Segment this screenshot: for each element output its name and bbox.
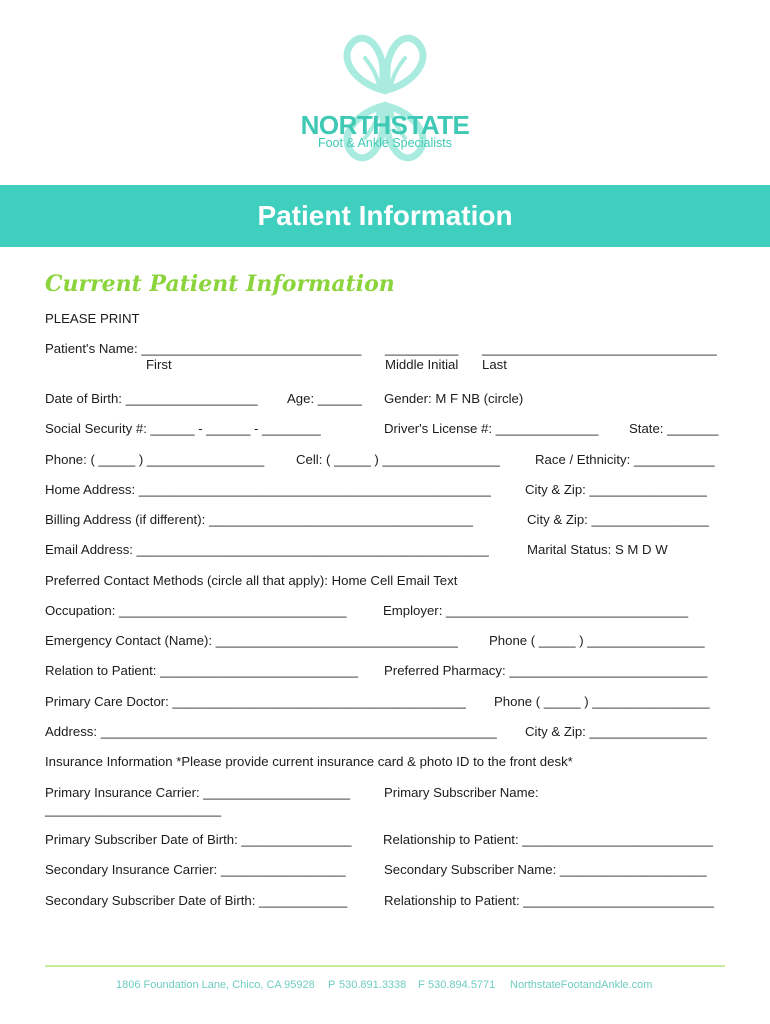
secondary-carrier-field[interactable]: Secondary Insurance Carrier: _________________ bbox=[45, 862, 346, 877]
race-field[interactable]: Race / Ethnicity: ___________ bbox=[535, 452, 715, 467]
drivers-license-field[interactable]: Driver's License #: ______________ bbox=[384, 421, 599, 436]
home-city-zip-field[interactable]: City & Zip: ________________ bbox=[525, 482, 707, 497]
footer-phone: 530.891.3338 bbox=[339, 979, 407, 991]
secondary-sub-dob-field[interactable]: Secondary Subscriber Date of Birth: ____________ bbox=[45, 893, 348, 908]
footer-address: 1806 Foundation Lane, Chico, CA 95928 bbox=[116, 979, 315, 991]
pcp-field[interactable]: Primary Care Doctor: ________________________________________ bbox=[45, 694, 466, 709]
logo bbox=[0, 28, 770, 173]
last-caption: Last bbox=[482, 357, 507, 372]
employer-field[interactable]: Employer: _________________________________ bbox=[383, 603, 689, 618]
footer-fax: 530.894.5771 bbox=[428, 979, 496, 991]
middle-initial-caption: Middle Initial bbox=[385, 357, 459, 372]
emergency-phone-field[interactable]: Phone ( _____ ) ________________ bbox=[489, 633, 705, 648]
brand-name: NORTHSTATE bbox=[300, 110, 470, 140]
marital-status-field[interactable]: Marital Status: S M D W bbox=[527, 542, 668, 557]
primary-relationship-field[interactable]: Relationship to Patient: __________________________ bbox=[383, 832, 713, 847]
last-name-field[interactable]: ________________________________ bbox=[482, 341, 717, 356]
email-field[interactable]: Email Address: ________________________________________________ bbox=[45, 542, 489, 557]
occupation-field[interactable]: Occupation: _______________________________ bbox=[45, 603, 347, 618]
address-field[interactable]: Address: ______________________________________________________ bbox=[45, 724, 497, 739]
insurance-info-label: Insurance Information *Please provide current insurance card & photo ID to the front desk* bbox=[45, 754, 573, 769]
title-banner bbox=[0, 185, 770, 247]
contact-methods-field[interactable]: Preferred Contact Methods (circle all that apply): Home Cell Email Text bbox=[45, 573, 458, 588]
primary-carrier-field[interactable]: Primary Insurance Carrier: ____________________ bbox=[45, 785, 350, 800]
state-field[interactable]: State: _______ bbox=[629, 421, 719, 436]
footer-phone-label: P bbox=[328, 979, 336, 991]
please-print-label: PLEASE PRINT bbox=[45, 311, 140, 326]
address-city-zip-field[interactable]: City & Zip: ________________ bbox=[525, 724, 707, 739]
page-title: Patient Information bbox=[257, 200, 513, 231]
gender-field[interactable]: Gender: M F NB (circle) bbox=[384, 391, 524, 406]
primary-sub-dob-field[interactable]: Primary Subscriber Date of Birth: _______________ bbox=[45, 832, 352, 847]
cell-field[interactable]: Cell: ( _____ ) ________________ bbox=[296, 452, 500, 467]
secondary-relationship-field[interactable]: Relationship to Patient: __________________________ bbox=[384, 893, 714, 908]
footer-website-link[interactable]: NorthstateFootandAnkle.com bbox=[510, 979, 653, 991]
home-address-field[interactable]: Home Address: ________________________________________________ bbox=[45, 482, 491, 497]
brand-tagline: Foot & Ankle Specialists bbox=[317, 136, 453, 150]
pcp-phone-field[interactable]: Phone ( _____ ) ________________ bbox=[494, 694, 710, 709]
age-field[interactable]: Age: ______ bbox=[287, 391, 362, 406]
middle-initial-field[interactable]: __________ bbox=[385, 341, 459, 356]
primary-subscriber-field[interactable]: ________________________ bbox=[45, 802, 222, 817]
emergency-contact-field[interactable]: Emergency Contact (Name): _________________________________ bbox=[45, 633, 458, 648]
pharmacy-field[interactable]: Preferred Pharmacy: ___________________________ bbox=[384, 663, 708, 678]
first-caption: First bbox=[146, 357, 172, 372]
primary-subscriber-label: Primary Subscriber Name: bbox=[384, 785, 539, 800]
footer-fax-label: F bbox=[418, 979, 425, 991]
phone-field[interactable]: Phone: ( _____ ) ________________ bbox=[45, 452, 265, 467]
footer-divider bbox=[45, 965, 725, 967]
dob-field[interactable]: Date of Birth: __________________ bbox=[45, 391, 258, 406]
secondary-subscriber-field[interactable]: Secondary Subscriber Name: ____________________ bbox=[384, 862, 707, 877]
billing-city-zip-field[interactable]: City & Zip: ________________ bbox=[527, 512, 709, 527]
billing-address-field[interactable]: Billing Address (if different): ____________________________________ bbox=[45, 512, 473, 527]
section-title: Current Patient Information bbox=[45, 271, 395, 297]
ssn-field[interactable]: Social Security #: ______ - ______ - ________ bbox=[45, 421, 321, 436]
relation-field[interactable]: Relation to Patient: ___________________________ bbox=[45, 663, 359, 678]
patient-name-field[interactable]: Patient's Name: ______________________________ bbox=[45, 341, 362, 356]
